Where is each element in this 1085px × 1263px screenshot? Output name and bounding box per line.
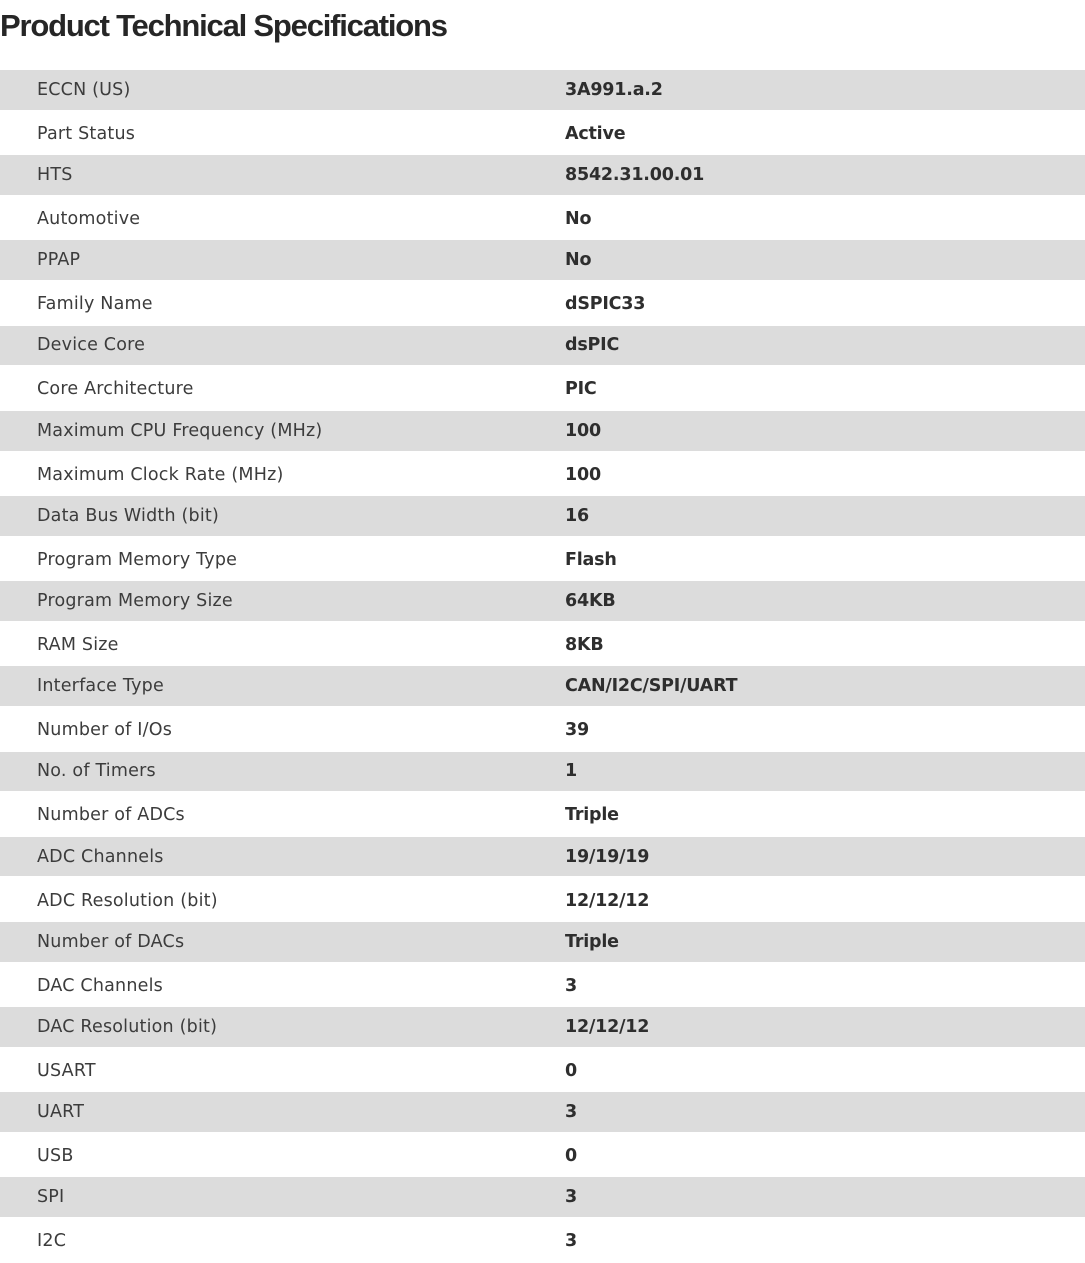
spec-value: 3: [565, 975, 577, 996]
spec-label: Device Core: [37, 335, 146, 356]
spec-row: [0, 155, 1085, 195]
spec-row: [0, 283, 1085, 326]
spec-value: PIC: [565, 379, 597, 400]
spec-row: [0, 794, 1085, 837]
spec-value: dsPIC: [565, 335, 620, 356]
spec-row: [0, 964, 1085, 1007]
spec-label: Interface Type: [37, 676, 164, 697]
spec-label: Number of I/Os: [37, 720, 173, 741]
spec-row: [0, 240, 1085, 280]
spec-label: USB: [37, 1146, 74, 1167]
spec-label: Number of DACs: [37, 931, 185, 952]
spec-row: [0, 1220, 1085, 1263]
spec-label: Core Architecture: [37, 379, 194, 400]
spec-label: Automotive: [37, 209, 141, 230]
spec-label: No. of Timers: [37, 761, 156, 782]
spec-label: Part Status: [37, 123, 136, 144]
spec-label: ADC Channels: [37, 846, 164, 867]
spec-label: RAM Size: [37, 635, 119, 656]
spec-table: [0, 70, 1085, 1263]
spec-label: ECCN (US): [37, 79, 131, 100]
spec-label: Family Name: [37, 294, 153, 315]
spec-value: 100: [565, 464, 601, 485]
spec-value: 3: [565, 1102, 577, 1123]
spec-row: [0, 496, 1085, 536]
spec-row: [0, 1007, 1085, 1047]
spec-value: 3: [565, 1231, 577, 1252]
spec-value: 0: [565, 1146, 577, 1167]
spec-row: [0, 1177, 1085, 1217]
spec-value: 19/19/19: [565, 846, 650, 867]
spec-label: HTS: [37, 165, 73, 186]
spec-label: I2C: [37, 1231, 67, 1252]
spec-value: 12/12/12: [565, 890, 650, 911]
spec-value: 8KB: [565, 635, 604, 656]
spec-row: [0, 1092, 1085, 1132]
spec-row: [0, 113, 1085, 156]
spec-value: Triple: [565, 805, 619, 826]
spec-value: dSPIC33: [565, 294, 646, 315]
spec-row: [0, 326, 1085, 366]
spec-row: [0, 198, 1085, 241]
spec-row: [0, 368, 1085, 411]
spec-label: Number of ADCs: [37, 805, 185, 826]
spec-label: ADC Resolution (bit): [37, 890, 218, 911]
spec-value: No: [565, 209, 592, 230]
spec-label: Data Bus Width (bit): [37, 505, 220, 526]
spec-label: PPAP: [37, 250, 81, 271]
spec-value: 39: [565, 720, 589, 741]
page-title: Product Technical Specifications: [0, 8, 447, 43]
spec-label: Maximum Clock Rate (MHz): [37, 464, 284, 485]
spec-value: 3A991.a.2: [565, 79, 663, 100]
spec-value: 100: [565, 420, 601, 441]
spec-value: 64KB: [565, 591, 616, 612]
spec-row: [0, 709, 1085, 752]
spec-value: No: [565, 250, 592, 271]
spec-row: [0, 453, 1085, 496]
spec-row: [0, 752, 1085, 792]
spec-label: UART: [37, 1102, 85, 1123]
spec-value: 12/12/12: [565, 1016, 650, 1037]
spec-row: [0, 666, 1085, 706]
spec-value: Active: [565, 123, 626, 144]
spec-label: DAC Channels: [37, 975, 163, 996]
spec-row: [0, 70, 1085, 110]
spec-value: 8542.31.00.01: [565, 165, 705, 186]
spec-value: CAN/I2C/SPI/UART: [565, 676, 738, 697]
spec-value: Triple: [565, 931, 619, 952]
spec-label: Maximum CPU Frequency (MHz): [37, 420, 323, 441]
spec-row: [0, 581, 1085, 621]
spec-label: Program Memory Type: [37, 549, 238, 570]
spec-row: [0, 411, 1085, 451]
spec-row: [0, 1135, 1085, 1178]
spec-row: [0, 624, 1085, 667]
spec-label: DAC Resolution (bit): [37, 1016, 218, 1037]
spec-row: [0, 879, 1085, 922]
spec-row: [0, 539, 1085, 582]
spec-value: 0: [565, 1060, 577, 1081]
spec-label: SPI: [37, 1187, 65, 1208]
spec-row: [0, 837, 1085, 877]
spec-value: 16: [565, 505, 589, 526]
spec-value: 3: [565, 1187, 577, 1208]
spec-value: 1: [565, 761, 577, 782]
spec-value: Flash: [565, 549, 617, 570]
spec-label: Program Memory Size: [37, 591, 233, 612]
spec-row: [0, 1050, 1085, 1093]
spec-label: USART: [37, 1060, 96, 1081]
spec-row: [0, 922, 1085, 962]
